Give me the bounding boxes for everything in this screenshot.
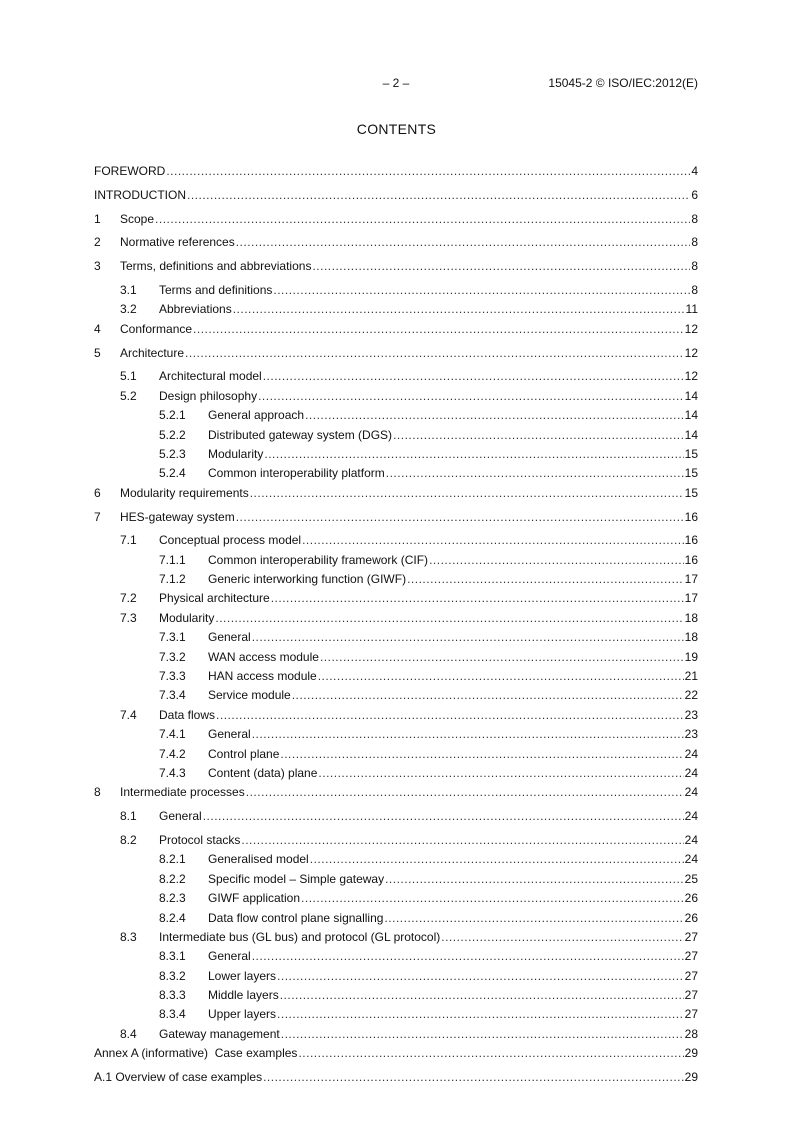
toc-entry[interactable]: [94, 572, 698, 586]
toc-entry-page: 8: [691, 235, 698, 250]
toc-entry-page: 28: [684, 1026, 698, 1041]
toc-entry-title: Common interoperability framework (CIF): [208, 552, 429, 567]
toc-leader-dots: [305, 408, 684, 422]
toc-leader-dots: [310, 852, 684, 866]
toc-entry[interactable]: [94, 911, 698, 925]
toc-entry-title: HAN access module: [208, 669, 317, 684]
toc-leader-dots: [312, 259, 690, 273]
toc-entry-page: 18: [684, 610, 698, 625]
toc-leader-dots: [264, 447, 683, 461]
toc-entry-number: 5.2.1: [159, 408, 186, 423]
toc-entry-title: Service module: [208, 688, 291, 703]
toc-leader-dots: [280, 988, 684, 1002]
toc-entry-number: 8.4: [120, 1026, 137, 1041]
toc-leader-dots: [281, 1027, 684, 1041]
toc-entry[interactable]: [94, 428, 698, 442]
toc-entry-page: 17: [684, 572, 698, 587]
toc-entry-title: Conformance: [120, 321, 193, 336]
toc-leader-dots: [318, 766, 683, 780]
toc-entry-number: 3: [94, 259, 101, 274]
toc-entry-number: 2: [94, 235, 101, 250]
toc-entry-title: Physical architecture: [159, 591, 270, 606]
toc-entry[interactable]: [94, 322, 698, 336]
toc-leader-dots: [215, 611, 683, 625]
toc-entry-page: 6: [691, 187, 698, 202]
toc-entry[interactable]: [94, 553, 698, 567]
toc-entry-number: 7.1.2: [159, 572, 186, 587]
toc-entry-page: 15: [684, 466, 698, 481]
toc-entry-number: 5: [94, 345, 101, 360]
toc-entry-title: Abbreviations: [159, 302, 232, 317]
toc-leader-dots: [166, 164, 690, 178]
toc-leader-dots: [252, 630, 684, 644]
toc-entry-title: WAN access module: [208, 649, 319, 664]
toc-entry[interactable]: [94, 930, 698, 944]
toc-leader-dots: [185, 346, 684, 360]
standard-identifier: 15045-2 © ISO/IEC:2012(E): [548, 76, 698, 90]
toc-entry-page: 4: [691, 164, 698, 178]
toc-leader-dots: [393, 428, 684, 442]
toc-entry-page: 29: [684, 1070, 698, 1085]
toc-entry-page: 15: [684, 485, 698, 500]
toc-entry-title: Architecture: [120, 345, 185, 360]
toc-entry-page: 26: [684, 910, 698, 925]
toc-leader-dots: [193, 322, 684, 336]
toc-leader-dots: [298, 1046, 683, 1060]
toc-entry-page: 26: [684, 891, 698, 906]
toc-entry[interactable]: [94, 1070, 698, 1084]
toc-leader-dots: [258, 389, 684, 403]
toc-entry-title: Normative references: [120, 235, 235, 250]
toc-entry[interactable]: [94, 1027, 698, 1041]
table-of-contents: [94, 164, 698, 1084]
toc-leader-dots: [385, 872, 684, 886]
toc-entry-number: 5.2.4: [159, 466, 186, 481]
toc-leader-dots: [250, 486, 684, 500]
toc-entry[interactable]: [94, 969, 698, 983]
toc-entry[interactable]: [94, 611, 698, 625]
toc-leader-dots: [263, 369, 684, 383]
toc-entry[interactable]: [94, 486, 698, 500]
toc-entry[interactable]: [94, 302, 698, 316]
toc-entry-number: 7.3.1: [159, 630, 186, 645]
toc-entry-number: 7.4: [120, 707, 137, 722]
toc-entry-title: Intermediate processes: [120, 785, 245, 800]
toc-entry[interactable]: [94, 688, 698, 702]
toc-entry[interactable]: [94, 212, 698, 226]
toc-entry[interactable]: [94, 833, 698, 847]
toc-entry-page: 24: [684, 852, 698, 867]
toc-entry-number: 7.4.3: [159, 765, 186, 780]
toc-entry-number: 7.2: [120, 591, 137, 606]
toc-leader-dots: [280, 747, 683, 761]
toc-entry-page: 29: [684, 1046, 698, 1061]
toc-leader-dots: [277, 969, 684, 983]
toc-entry[interactable]: [94, 809, 698, 823]
toc-entry[interactable]: [94, 259, 698, 273]
toc-entry[interactable]: [94, 346, 698, 360]
toc-entry-number: 8.3.1: [159, 949, 186, 964]
toc-entry-number: 4: [94, 321, 101, 336]
toc-entry-title: Content (data) plane: [208, 765, 318, 780]
toc-entry-number: 8.3: [120, 929, 137, 944]
toc-entry-page: 24: [684, 809, 698, 824]
toc-entry-number: 8.2.4: [159, 910, 186, 925]
toc-entry-page: 14: [684, 427, 698, 442]
toc-leader-dots: [236, 235, 691, 249]
toc-entry-title: Conceptual process model: [159, 533, 302, 548]
toc-entry-page: 24: [684, 765, 698, 780]
toc-entry[interactable]: [94, 447, 698, 461]
toc-entry[interactable]: [94, 1046, 698, 1060]
toc-leader-dots: [233, 302, 685, 316]
toc-entry[interactable]: [94, 369, 698, 383]
toc-entry[interactable]: [94, 872, 698, 886]
toc-entry-page: 15: [684, 446, 698, 461]
toc-entry[interactable]: [94, 533, 698, 547]
toc-entry-title: GIWF application: [208, 891, 301, 906]
toc-entry[interactable]: [94, 235, 698, 249]
toc-entry[interactable]: [94, 1007, 698, 1021]
toc-entry[interactable]: [94, 283, 698, 297]
toc-entry-title: Terms, definitions and abbreviations: [120, 259, 312, 274]
toc-entry-title: Scope: [120, 211, 155, 226]
toc-entry-page: 18: [684, 630, 698, 645]
toc-entry-page: 12: [684, 321, 698, 336]
toc-entry-title: Middle layers: [208, 988, 279, 1003]
toc-leader-dots: [384, 911, 683, 925]
toc-entry[interactable]: [94, 466, 698, 480]
toc-entry-page: 8: [691, 259, 698, 274]
toc-entry-number: 3.2: [120, 302, 137, 317]
toc-entry-number: 7.3.3: [159, 669, 186, 684]
toc-entry-title: Gateway management: [159, 1026, 280, 1041]
toc-entry[interactable]: [94, 727, 698, 741]
toc-entry-page: 16: [684, 509, 698, 524]
toc-entry-title: Generalised model: [208, 852, 309, 867]
toc-entry-number: 5.2: [120, 388, 137, 403]
toc-entry-number: 7.1.1: [159, 552, 186, 567]
toc-leader-dots: [252, 727, 684, 741]
toc-leader-dots: [236, 510, 684, 524]
toc-entry-page: 12: [684, 369, 698, 384]
toc-entry-number: 8.3.3: [159, 988, 186, 1003]
toc-entry-page: 22: [684, 688, 698, 703]
toc-entry-number: 7: [94, 509, 101, 524]
toc-leader-dots: [302, 533, 684, 547]
toc-entry-title: Specific model – Simple gateway: [208, 871, 385, 886]
toc-entry-title: Modularity: [159, 610, 215, 625]
toc-leader-dots: [273, 283, 690, 297]
toc-entry-number: 8.2.1: [159, 852, 186, 867]
toc-entry-title: Lower layers: [208, 968, 277, 983]
toc-entry[interactable]: [94, 389, 698, 403]
toc-entry-page: 27: [684, 929, 698, 944]
toc-entry-number: 3.1: [120, 282, 137, 297]
toc-entry-title: Control plane: [208, 746, 280, 761]
toc-entry-number: 5.1: [120, 369, 137, 384]
toc-entry[interactable]: [94, 188, 698, 202]
toc-entry-title: Protocol stacks: [159, 832, 241, 847]
toc-entry[interactable]: [94, 650, 698, 664]
toc-entry-page: 27: [684, 968, 698, 983]
toc-entry[interactable]: [94, 852, 698, 866]
toc-leader-dots: [386, 466, 684, 480]
toc-entry-number: 8.3.4: [159, 1007, 186, 1022]
toc-entry-page: 14: [684, 408, 698, 423]
toc-entry-page: 8: [691, 211, 698, 226]
toc-entry-title: General: [208, 949, 251, 964]
toc-entry-title: A.1 Overview of case examples: [94, 1070, 263, 1085]
toc-entry[interactable]: [94, 988, 698, 1002]
toc-entry-number: 8.2.3: [159, 891, 186, 906]
toc-entry-title: Data flow control plane signalling: [208, 910, 384, 925]
toc-leader-dots: [263, 1070, 684, 1084]
toc-entry[interactable]: [94, 766, 698, 780]
toc-leader-dots: [292, 688, 684, 702]
toc-entry[interactable]: [94, 669, 698, 683]
toc-entry-title: HES-gateway system: [120, 509, 235, 524]
toc-entry-page: 14: [684, 388, 698, 403]
toc-leader-dots: [441, 930, 683, 944]
toc-entry-page: 27: [684, 1007, 698, 1022]
toc-entry-page: 24: [684, 746, 698, 761]
toc-entry-title: General: [159, 809, 202, 824]
toc-entry[interactable]: [94, 164, 698, 178]
toc-entry-title: General: [208, 630, 251, 645]
toc-leader-dots: [429, 553, 684, 567]
toc-entry-page: 19: [684, 649, 698, 664]
toc-entry-number: 8.2.2: [159, 871, 186, 886]
toc-entry-page: 21: [684, 669, 698, 684]
toc-entry-title: Intermediate bus (GL bus) and protocol (GL protocol): [159, 929, 441, 944]
toc-entry-title: Modularity: [208, 446, 264, 461]
toc-entry-title: INTRODUCTION: [94, 187, 186, 202]
toc-leader-dots: [252, 949, 684, 963]
toc-entry-page: 8: [691, 282, 698, 297]
toc-entry-number: 6: [94, 485, 101, 500]
page-header: [94, 76, 698, 92]
toc-entry-title: Annex A (informative) Case examples: [94, 1046, 298, 1061]
toc-entry-number: 8.1: [120, 809, 137, 824]
toc-leader-dots: [216, 708, 684, 722]
toc-entry-page: 27: [684, 949, 698, 964]
toc-entry-number: 7.3: [120, 610, 137, 625]
toc-leader-dots: [407, 572, 684, 586]
toc-entry-number: 7.3.4: [159, 688, 186, 703]
toc-entry-number: 7.4.2: [159, 746, 186, 761]
toc-entry[interactable]: [94, 785, 698, 799]
contents-title: CONTENTS: [356, 121, 437, 137]
toc-entry-title: Generic interworking function (GIWF): [208, 572, 407, 587]
toc-entry-number: 5.2.3: [159, 446, 186, 461]
toc-entry-title: Architectural model: [159, 369, 262, 384]
toc-entry-title: Data flows: [159, 707, 216, 722]
toc-entry-title: FOREWORD: [94, 164, 166, 178]
toc-entry-page: 12: [684, 345, 698, 360]
toc-entry-title: Common interoperability platform: [208, 466, 385, 481]
toc-leader-dots: [271, 591, 684, 605]
toc-entry[interactable]: [94, 708, 698, 722]
toc-entry-page: 27: [684, 988, 698, 1003]
toc-entry-number: 7.1: [120, 533, 137, 548]
toc-entry-page: 24: [684, 785, 698, 800]
toc-entry[interactable]: [94, 747, 698, 761]
toc-leader-dots: [277, 1007, 684, 1021]
toc-entry-number: 7.3.2: [159, 649, 186, 664]
toc-leader-dots: [241, 833, 683, 847]
page-number: – 2 –: [382, 76, 410, 90]
toc-entry-number: 7.4.1: [159, 727, 186, 742]
toc-entry-page: 16: [684, 552, 698, 567]
toc-entry-page: 11: [685, 302, 698, 317]
toc-entry[interactable]: [94, 630, 698, 644]
toc-entry-number: 1: [94, 211, 101, 226]
toc-entry[interactable]: [94, 510, 698, 524]
toc-entry-title: Distributed gateway system (DGS): [208, 427, 393, 442]
toc-entry-page: 25: [684, 871, 698, 886]
toc-entry[interactable]: [94, 408, 698, 422]
toc-leader-dots: [246, 785, 684, 799]
toc-leader-dots: [318, 669, 684, 683]
toc-leader-dots: [187, 188, 690, 202]
toc-entry-title: General: [208, 727, 251, 742]
toc-entry-number: 8: [94, 785, 101, 800]
toc-entry-number: 5.2.2: [159, 427, 186, 442]
toc-entry-title: Modularity requirements: [120, 485, 249, 500]
toc-entry-title: Upper layers: [208, 1007, 277, 1022]
toc-entry[interactable]: [94, 949, 698, 963]
toc-entry-page: 23: [684, 727, 698, 742]
toc-leader-dots: [301, 891, 684, 905]
toc-leader-dots: [203, 809, 684, 823]
toc-entry-page: 24: [684, 832, 698, 847]
toc-entry-page: 23: [684, 707, 698, 722]
toc-entry[interactable]: [94, 891, 698, 905]
toc-leader-dots: [155, 212, 690, 226]
toc-entry-title: Terms and definitions: [159, 282, 273, 297]
toc-entry-page: 16: [684, 533, 698, 548]
toc-entry-page: 17: [684, 591, 698, 606]
toc-entry-number: 8.3.2: [159, 968, 186, 983]
toc-entry[interactable]: [94, 591, 698, 605]
toc-leader-dots: [320, 650, 684, 664]
toc-entry-title: Design philosophy: [159, 388, 258, 403]
toc-entry-title: General approach: [208, 408, 305, 423]
toc-entry-number: 8.2: [120, 832, 137, 847]
